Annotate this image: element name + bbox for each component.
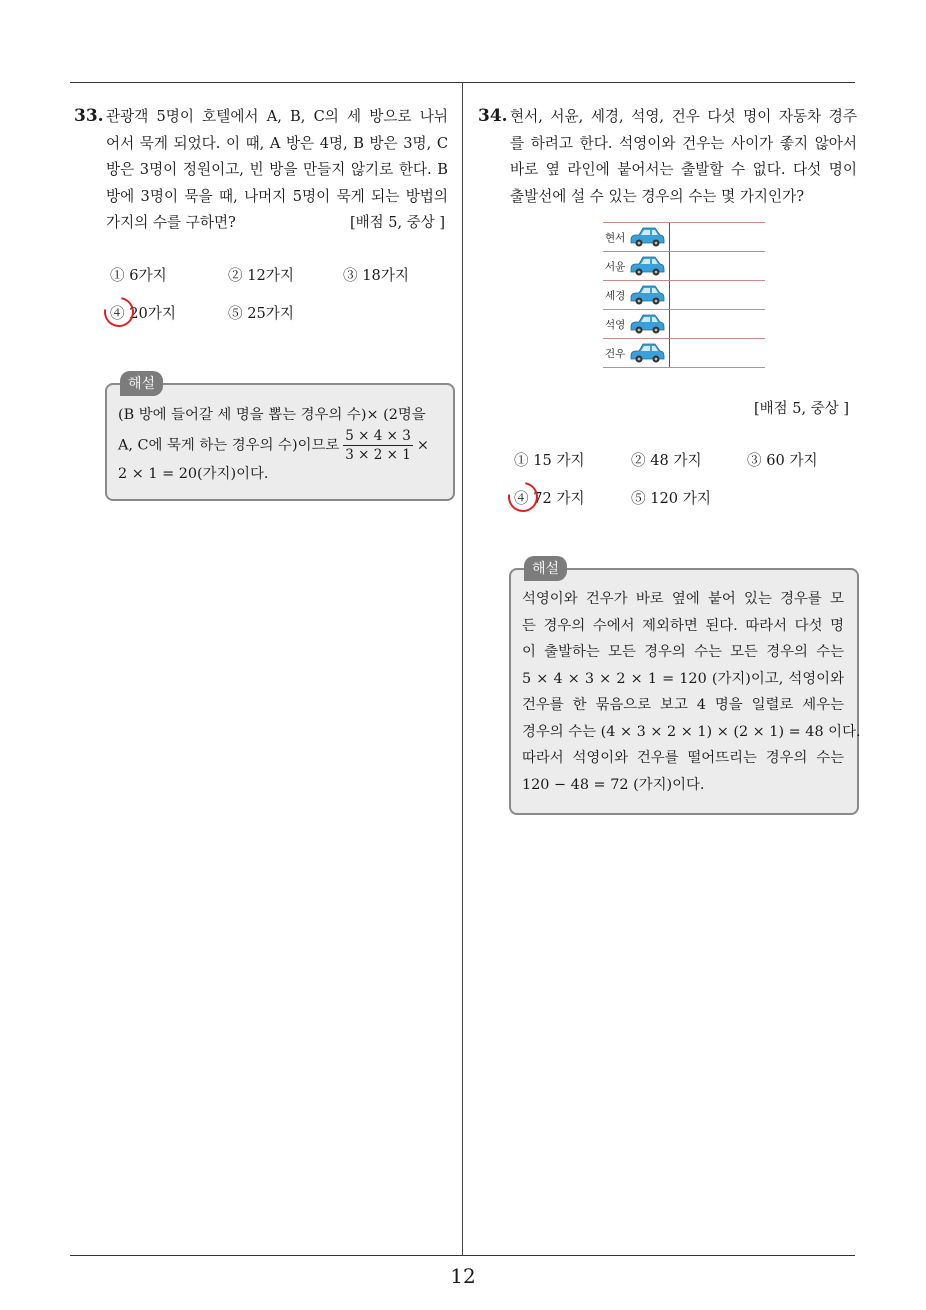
bottom-rule xyxy=(70,1255,855,1256)
lane-3 xyxy=(603,280,765,309)
q34-sol-line: 건우를 한 묶음으로 보고 4 명을 일렬로 세우는 xyxy=(522,697,844,713)
car-icon xyxy=(629,254,665,278)
q33-choice-1[interactable]: ① 6가지 xyxy=(110,267,167,284)
q33-choice-4[interactable]: ④ 20가지 xyxy=(110,305,176,322)
q34-sol-line: 따라서 석영이와 건우를 떨어뜨리는 경우의 수는 xyxy=(522,750,844,766)
q33-choice-5[interactable]: ⑤ 25가지 xyxy=(228,305,294,322)
page-number: 12 xyxy=(450,1264,476,1288)
q33-solution-text xyxy=(118,402,443,487)
q34-answer-circle xyxy=(502,476,544,518)
q33-line: 방에 3명이 묵을 때, 나머지 5명이 묵게 되는 방법의 xyxy=(106,187,448,205)
lane-label: 세경 xyxy=(605,290,626,302)
q34-choice-2[interactable]: ② 48 가지 xyxy=(631,452,702,469)
q34-choice-3[interactable]: ③ 60 가지 xyxy=(747,452,818,469)
q34-sol-line: 5 × 4 × 3 × 2 × 1 = 120 (가지)이고, 석영이와 xyxy=(522,670,844,687)
fraction-denominator: 3 × 2 × 1 xyxy=(345,446,411,463)
q34-line: 바로 옆 라인에 붙어서는 출발할 수 없다. 다섯 명이 xyxy=(510,161,857,178)
lane-4 xyxy=(603,309,765,338)
lane-label: 서윤 xyxy=(605,261,626,273)
q33-sol-times: × xyxy=(416,437,429,453)
q33-solution-tag: 해설 xyxy=(120,371,163,396)
fraction xyxy=(343,427,413,464)
q34-sol-line: 경우의 수는 (4 × 3 × 2 × 1) × (2 × 1) = 48 이다. xyxy=(522,723,861,740)
fraction-numerator: 5 × 4 × 3 xyxy=(345,427,411,444)
q33-number: 33. xyxy=(74,106,104,126)
car-icon xyxy=(629,283,665,307)
q34-score: [배점 5, 중상 ] xyxy=(754,401,850,417)
car-icon xyxy=(629,312,665,336)
q33-sol-text: A, C에 묵게 하는 경우의 수)이므로 xyxy=(118,437,340,453)
q34-solution-text xyxy=(522,586,861,798)
q34-sol-line: 석영이와 건우가 바로 옆에 붙어 있는 경우를 모 xyxy=(522,591,844,607)
q33-choice-2[interactable]: ② 12가지 xyxy=(228,267,294,284)
q33-line: 어서 묵게 되었다. 이 때, A 방은 4명, B 방은 3명, C xyxy=(106,134,448,152)
q34-text xyxy=(510,104,857,210)
lane-label: 건우 xyxy=(605,348,626,360)
car-icon xyxy=(629,225,665,249)
q33-sol-line: (B 방에 들어갈 세 명을 뽑는 경우의 수)× (2명을 xyxy=(118,407,426,423)
q33-sol-line: 2 × 1 = 20(가지)이다. xyxy=(118,465,269,482)
lane-5 xyxy=(603,338,765,367)
q34-choice-5[interactable]: ⑤ 120 가지 xyxy=(631,490,711,507)
q33-line: 가지의 수를 구하면? xyxy=(106,214,236,231)
q33-score: [배점 5, 중상 ] xyxy=(350,215,446,231)
q34-choice-1[interactable]: ① 15 가지 xyxy=(514,452,585,469)
q34-sol-line: 120 − 48 = 72 (가지)이다. xyxy=(522,776,705,793)
q33-line: 관광객 5명이 호텔에서 A, B, C의 세 방으로 나뉘 xyxy=(106,108,448,125)
q34-sol-line: 든 경우의 수에서 제외하면 된다. 따라서 다섯 명 xyxy=(522,617,844,634)
q34-line: 출발선에 설 수 있는 경우의 수는 몇 가지인가? xyxy=(510,187,805,205)
lane-1 xyxy=(603,222,765,251)
q33-sol-line-frac xyxy=(118,427,443,463)
column-divider xyxy=(462,82,463,1255)
q34-line: 를 하려고 한다. 석영이와 건우는 사이가 좋지 않아서 xyxy=(510,134,857,152)
lane-2 xyxy=(603,251,765,280)
lane-label: 석영 xyxy=(605,319,626,331)
q34-number: 34. xyxy=(478,106,508,126)
q34-solution-tag: 해설 xyxy=(524,556,567,581)
q33-line: 방은 3명이 정원이고, 빈 방을 만들지 않기로 한다. B xyxy=(106,161,448,178)
q33-answer-circle xyxy=(98,291,140,333)
car-icon xyxy=(629,341,665,365)
q34-line: 현서, 서윤, 세경, 석영, 건우 다섯 명이 자동차 경주 xyxy=(510,108,857,125)
lane-label: 현서 xyxy=(605,232,626,244)
q34-choice-4[interactable]: ④ 72 가지 xyxy=(514,490,585,507)
lane-line xyxy=(603,367,765,368)
q33-choice-3[interactable]: ③ 18가지 xyxy=(343,267,409,284)
race-figure xyxy=(603,222,765,368)
q34-sol-line: 이 출발하는 모든 경우의 수는 모든 경우의 수는 xyxy=(522,644,844,660)
